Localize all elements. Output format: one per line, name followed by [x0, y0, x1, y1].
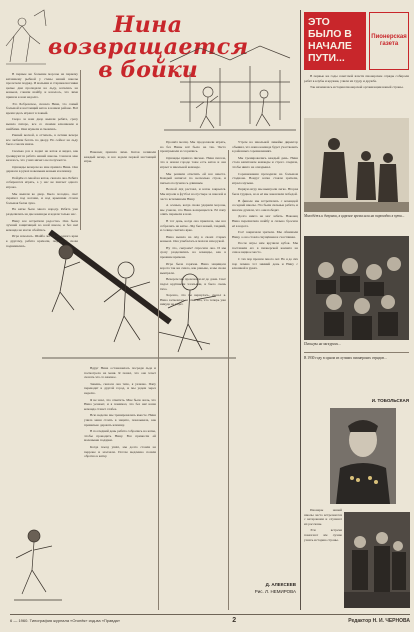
sidebar-divider [304, 352, 409, 353]
story-text-col-2b: Вдруг Нина остановилась посреди льда и посмотрела на меня. Я понял, что она хочет сказать что-то важное. Знаешь, сказала она тихо, я уезжаю. Папу переводят в другой город, и мы уедем через неделю. Я не знал, что ответить. Мне было жаль, что Нина уезжает, и я понимал, что без неё наша команда станет слабее. Всю неделю мы тренировались вместе. Нина учила меня стоять в защите, показывала, как правильно держать клюшку. В последний день ребята собрались на катке, чтобы проводить Нину. Все принесли ей маленькие подарки. Когда поезд ушёл, мы долго стояли на перроне и молчали. Потом медленно пошли обратно к катку. [84, 366, 156, 459]
sidebar-intro-text: В первые же годы советской власти пионерские отряды собирали ребят в клубы и кружки, учили их труду и дружбе. Так начиналась история пионерской организации нашей страны. [304, 74, 409, 90]
story-text-col-3: Прошёл месяц. Мы продолжали играть, но без Нины всё было не так. Часто проигрывали и ссорились. Однажды пришло письмо. Нина писала, что в новом городе тоже есть каток и она играет в школьной команде. Мы решили ответить ей все вместе. Каждый написал по несколько строк, и письмо получилось длинным. Весной лёд растаял, и каток закрылся. Мы играли в футбол на пустыре за школой и часто вспоминали Нину. А осенью, когда снова ударили морозы, мы узнали, что Нина возвращается. Её папу опять перевели к нам. В тот день, когда она приехала, мы все собрались на катке. Лёд был новый, гладкий, и солнце светило ярко. Нина вышла на лёд в своих старых коньках. Она улыбалась и махала нам рукой. Ну что, сыграем? спросила она. И мы сразу разделились на команды, как в прежние времена. Игра была горячая. Нина защищала ворота так же смело, как раньше, и мы снова выиграли. Вечером мы провожали её до дома. Снег падал крупными хлопьями, и было очень тихо. Хорошо, что ты вернулась, сказал я. Нина засмеялась и ответила, что теперь уже никуда не уедет. [160, 140, 226, 307]
photo-sailor-and-boys [304, 118, 409, 212]
sidebar-header: ЭТО БЫЛО В НАЧАЛЕ ПУТИ... [304, 12, 366, 70]
sidebar-logo: Пионерская газета [369, 12, 409, 70]
caption-pioneers: Пионеры на экскурсии... [304, 342, 341, 346]
sidebar-author-signature: И. ТОБОЛЬСКАЯ [371, 398, 409, 403]
caption-marshal: В 1930 году в одном из лучших пионерских отрядов... [304, 356, 387, 360]
photo-officer-portrait [330, 408, 396, 504]
page-number: 2 [232, 617, 237, 624]
story-text-col-2: Наконец пришла зима. Каток заливали каждый вечер, и все ждали первой настоящей игры. [84, 150, 156, 164]
editor-credit: Редактор Н. И. ЧЕРНОВА [348, 617, 410, 624]
column-rule [158, 150, 159, 610]
story-text-col-1: В первые же большие морозы на первому катавшему рыбной у стены нашей школы пролетели подряд. И малыши и старшеклассники целые дни пропадали на льду, катались на коньках, гоняли шайбу, и казалось, что зима пришла к нам надолго. Это Бобровское, сказала Нина, это самый большой и настоящий каток в нашем районе. Всё время здесь играют в хоккей. Скоро за наш двор вышли ребята, сразу вышло пятеро, все со своими клюшками и шайбами. Они шумели и смеялись. Ранней весной, в оттепель, в летние вечера все любили бегать по двору. Но сейчас на льду было совсем иначе. Сколько раз я ходил на каток и видел, как тренируются ребята нашей школы. Сначала мне казалось, что у них ничего не получается. Однажды вечером ко мне пришла Нина. Она держала в руках новенькие коньки и клюшку. Пойдём со мной на каток, сказала она. Ребята собираются играть, а у нас не хватает одного игрока. Мы вышли во двор. Было холодно, снег скрипел под ногами, и над крышами стояла большая белая луна. На катке было много народу. Ребята уже разделились на две команды и ждали только нас. Нину все встретили радостно. Она была лучшей защитницей во всей школе, и без неё команда не могла обойтись. Игра началась. Шайба летала от одного края к другому, ребята кричали, падали и снова поднимались. [6, 72, 78, 248]
page-footer [10, 614, 410, 624]
column-rule [80, 70, 81, 230]
column-rule [228, 150, 229, 610]
headline-line-1: Нина возвращается [48, 12, 249, 60]
story-illustrator-credit: Рис. Л. НЕМИРОВА [254, 589, 296, 594]
illustration-skating-scene [160, 42, 300, 138]
photo-pioneers-group [304, 236, 409, 340]
story-text-col-4: Утром на школьной линейке директор объявил, что наша команда будет участвовать в районных соревнованиях. Мы тренировались каждый день. Нина стала капитаном команды и строго следила, чтобы никто не опаздывал. Соревнования проходили на большом стадионе. Вокруг катка стояли зрители, играла музыка. Первую игру мы выиграли легко. Вторая была труднее, но и её мы закончили победой. В финале мы встретились с командой соседней школы. Это были сильные ребята, и многие думали, что они победят. Долго никто не мог забить. Наконец Нина перехватила шайбу и сильно бросила её в ворота. Гол! закричали зрители. Мы обнимали Нину, а она стояла смущённая и счастливая. После игры нам вручили кубок. Мы поставили его в пионерской комнате на самое видное место. С тех пор прошло много лет. Но я до сих пор помню тот зимний день и Нину с клюшкой в руках. [232, 140, 298, 271]
headline-line-2: в бойки [98, 57, 198, 83]
photo-meeting-with-pioneers [344, 512, 410, 608]
illustration-boy-skating [6, 520, 70, 606]
sidebar-bottom-text: Пионеры нашей школы часто встречаются с ветеранами и слушают их рассказы. Эти встречи помогают им лучше узнать историю страны. [304, 508, 342, 542]
sidebar-rule [300, 10, 301, 610]
footer-imprint: 6 — 1960. Типография журнала «Огонёк» изд-ва «Правда» [10, 618, 121, 623]
caption-sailor: Молодёжь и девушки, в царское время шли на пароходах в пути... [304, 214, 405, 218]
story-author-signature: Д. АЛЕКСЕЕВ [265, 582, 296, 587]
illustration-sketch-top [4, 6, 48, 66]
